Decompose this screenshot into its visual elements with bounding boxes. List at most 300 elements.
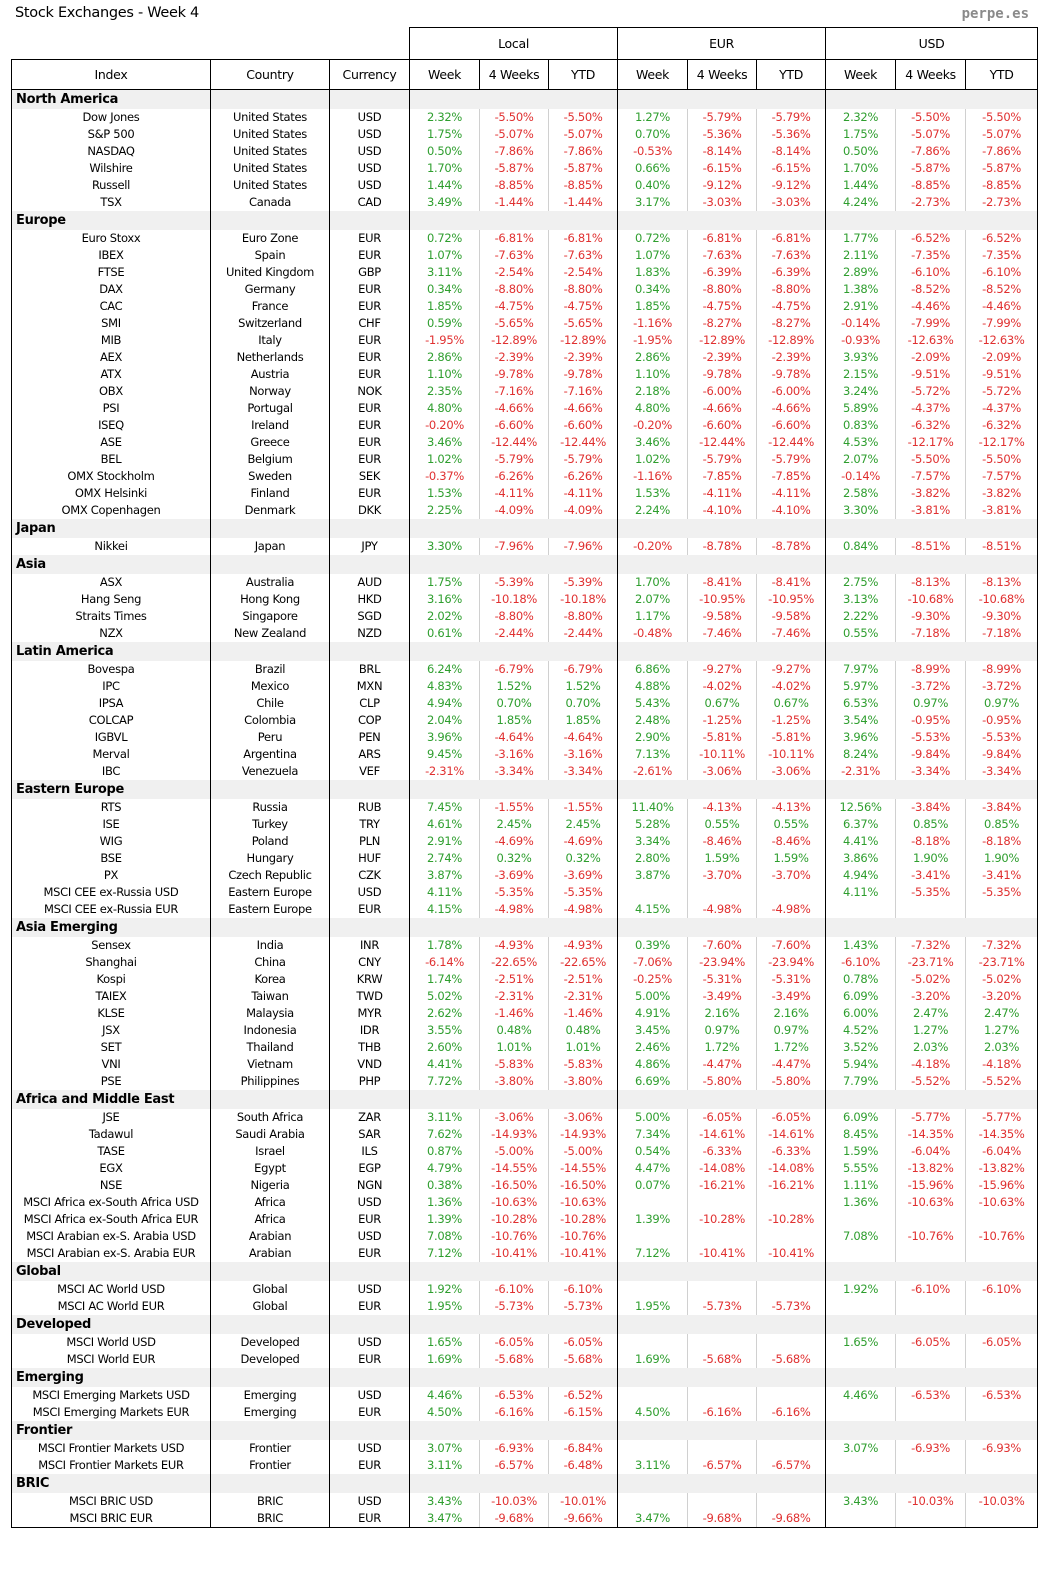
- cell-eur-4weeks: -1.25%: [688, 712, 757, 729]
- cell-eur-week: -1.16%: [618, 468, 688, 485]
- cell-local-ytd: -10.28%: [549, 1211, 618, 1228]
- table-row: [12, 867, 1038, 884]
- section-title: Emerging: [12, 1368, 211, 1387]
- cell-usd-week: 2.89%: [826, 264, 896, 281]
- cell-local-ytd: -2.39%: [549, 349, 618, 366]
- table-row: [12, 177, 1038, 194]
- cell-local-week: 4.11%: [410, 884, 480, 901]
- section-filler: [549, 780, 618, 799]
- cell-usd-week: [826, 901, 896, 918]
- section-title: Frontier: [12, 1421, 211, 1440]
- col-eur-4weeks: 4 Weeks: [688, 60, 757, 90]
- cell-usd-4weeks: -5.02%: [896, 971, 966, 988]
- table-row: [12, 1022, 1038, 1039]
- cell-eur-ytd: -6.57%: [757, 1457, 826, 1474]
- cell-usd-ytd: -12.17%: [966, 434, 1038, 451]
- cell-index: JSE: [12, 1109, 211, 1126]
- cell-usd-week: 7.08%: [826, 1228, 896, 1245]
- cell-local-week: 0.87%: [410, 1143, 480, 1160]
- cell-currency: MXN: [330, 678, 410, 695]
- col-usd-week: Week: [826, 60, 896, 90]
- cell-eur-ytd: -5.73%: [757, 1298, 826, 1315]
- section-filler: [826, 1090, 896, 1109]
- cell-usd-4weeks: -6.05%: [896, 1334, 966, 1351]
- cell-local-ytd: -6.48%: [549, 1457, 618, 1474]
- cell-usd-4weeks: -12.17%: [896, 434, 966, 451]
- table-row: [12, 799, 1038, 816]
- cell-eur-4weeks: -3.06%: [688, 763, 757, 780]
- cell-usd-4weeks: [896, 901, 966, 918]
- section-filler: [330, 211, 410, 230]
- cell-usd-ytd: -3.81%: [966, 502, 1038, 519]
- cell-usd-ytd: -13.82%: [966, 1160, 1038, 1177]
- cell-currency: USD: [330, 160, 410, 177]
- cell-usd-ytd: 2.03%: [966, 1039, 1038, 1056]
- cell-local-week: 9.45%: [410, 746, 480, 763]
- section-filler: [410, 1262, 480, 1281]
- cell-index: AEX: [12, 349, 211, 366]
- cell-eur-4weeks: -14.61%: [688, 1126, 757, 1143]
- section-header: [12, 1315, 1038, 1334]
- cell-usd-week: 4.41%: [826, 833, 896, 850]
- section-filler: [826, 1262, 896, 1281]
- section-filler: [549, 1262, 618, 1281]
- cell-usd-week: -0.14%: [826, 315, 896, 332]
- cell-currency: EUR: [330, 1457, 410, 1474]
- section-filler: [688, 1474, 757, 1493]
- table-row: [12, 1005, 1038, 1022]
- cell-local-week: 5.02%: [410, 988, 480, 1005]
- cell-currency: USD: [330, 1281, 410, 1298]
- cell-eur-4weeks: 1.72%: [688, 1039, 757, 1056]
- cell-eur-4weeks: [688, 1281, 757, 1298]
- section-filler: [211, 918, 330, 937]
- cell-local-week: 3.11%: [410, 1109, 480, 1126]
- column-header-row: [12, 60, 1038, 90]
- cell-country: Hong Kong: [211, 591, 330, 608]
- table-row: [12, 1109, 1038, 1126]
- cell-country: BRIC: [211, 1493, 330, 1510]
- cell-eur-week: 2.46%: [618, 1039, 688, 1056]
- cell-usd-week: 3.07%: [826, 1440, 896, 1457]
- cell-eur-ytd: [757, 1387, 826, 1404]
- cell-eur-week: [618, 1387, 688, 1404]
- cell-currency: PEN: [330, 729, 410, 746]
- cell-country: Mexico: [211, 678, 330, 695]
- cell-country: Africa: [211, 1194, 330, 1211]
- cell-local-week: 2.35%: [410, 383, 480, 400]
- cell-eur-week: 5.00%: [618, 988, 688, 1005]
- cell-local-4weeks: -6.10%: [480, 1281, 549, 1298]
- cell-local-ytd: -5.83%: [549, 1056, 618, 1073]
- cell-local-4weeks: -2.54%: [480, 264, 549, 281]
- cell-local-week: 1.53%: [410, 485, 480, 502]
- table-row: [12, 315, 1038, 332]
- cell-index: Straits Times: [12, 608, 211, 625]
- cell-local-week: 6.24%: [410, 661, 480, 678]
- cell-local-week: 1.74%: [410, 971, 480, 988]
- section-title: Global: [12, 1262, 211, 1281]
- cell-eur-4weeks: 0.97%: [688, 1022, 757, 1039]
- cell-index: Euro Stoxx: [12, 230, 211, 247]
- section-filler: [330, 90, 410, 110]
- cell-local-week: 0.34%: [410, 281, 480, 298]
- cell-usd-week: 1.59%: [826, 1143, 896, 1160]
- cell-country: Frontier: [211, 1440, 330, 1457]
- cell-local-week: 1.75%: [410, 574, 480, 591]
- cell-country: Peru: [211, 729, 330, 746]
- cell-usd-4weeks: [896, 1245, 966, 1262]
- cell-eur-4weeks: -5.80%: [688, 1073, 757, 1090]
- cell-currency: USD: [330, 1387, 410, 1404]
- cell-currency: EGP: [330, 1160, 410, 1177]
- cell-eur-ytd: -6.05%: [757, 1109, 826, 1126]
- section-filler: [410, 780, 480, 799]
- cell-usd-week: [826, 1404, 896, 1421]
- cell-index: NASDAQ: [12, 143, 211, 160]
- cell-eur-ytd: -8.80%: [757, 281, 826, 298]
- cell-usd-ytd: -7.32%: [966, 937, 1038, 954]
- section-filler: [330, 780, 410, 799]
- table-row: [12, 434, 1038, 451]
- section-filler: [826, 1421, 896, 1440]
- section-filler: [966, 519, 1038, 538]
- cell-usd-ytd: [966, 1298, 1038, 1315]
- cell-currency: EUR: [330, 281, 410, 298]
- col-usd-ytd: YTD: [966, 60, 1038, 90]
- cell-country: Australia: [211, 574, 330, 591]
- cell-local-ytd: -14.55%: [549, 1160, 618, 1177]
- cell-local-4weeks: -1.55%: [480, 799, 549, 816]
- cell-usd-ytd: -3.41%: [966, 867, 1038, 884]
- cell-index: MSCI Emerging Markets USD: [12, 1387, 211, 1404]
- cell-currency: NZD: [330, 625, 410, 642]
- section-filler: [896, 918, 966, 937]
- section-filler: [896, 1090, 966, 1109]
- cell-eur-week: 3.17%: [618, 194, 688, 211]
- cell-usd-week: -0.14%: [826, 468, 896, 485]
- cell-currency: USD: [330, 126, 410, 143]
- cell-local-week: 2.32%: [410, 109, 480, 126]
- cell-usd-ytd: -10.63%: [966, 1194, 1038, 1211]
- cell-eur-4weeks: -9.58%: [688, 608, 757, 625]
- section-filler: [549, 519, 618, 538]
- cell-usd-week: 2.32%: [826, 109, 896, 126]
- section-filler: [966, 1262, 1038, 1281]
- cell-usd-ytd: -6.10%: [966, 1281, 1038, 1298]
- cell-usd-4weeks: -10.76%: [896, 1228, 966, 1245]
- cell-local-ytd: -3.06%: [549, 1109, 618, 1126]
- section-header: [12, 211, 1038, 230]
- cell-usd-week: 5.89%: [826, 400, 896, 417]
- cell-currency: TRY: [330, 816, 410, 833]
- cell-eur-4weeks: -6.60%: [688, 417, 757, 434]
- cell-usd-ytd: -10.68%: [966, 591, 1038, 608]
- cell-usd-ytd: -4.18%: [966, 1056, 1038, 1073]
- cell-local-4weeks: -5.68%: [480, 1351, 549, 1368]
- cell-eur-4weeks: [688, 1493, 757, 1510]
- cell-eur-week: -0.53%: [618, 143, 688, 160]
- section-filler: [618, 1262, 688, 1281]
- cell-local-week: 1.92%: [410, 1281, 480, 1298]
- cell-country: BRIC: [211, 1510, 330, 1528]
- cell-local-ytd: -4.64%: [549, 729, 618, 746]
- table-row: [12, 1404, 1038, 1421]
- section-filler: [410, 211, 480, 230]
- cell-usd-4weeks: [896, 1211, 966, 1228]
- cell-eur-4weeks: -10.11%: [688, 746, 757, 763]
- cell-usd-ytd: 1.27%: [966, 1022, 1038, 1039]
- section-filler: [410, 1315, 480, 1334]
- section-filler: [618, 1474, 688, 1493]
- section-filler: [618, 519, 688, 538]
- section-filler: [330, 1315, 410, 1334]
- cell-eur-week: 0.66%: [618, 160, 688, 177]
- cell-usd-4weeks: [896, 1351, 966, 1368]
- cell-local-ytd: -10.18%: [549, 591, 618, 608]
- section-header: [12, 90, 1038, 110]
- cell-usd-week: 3.96%: [826, 729, 896, 746]
- cell-currency: CHF: [330, 315, 410, 332]
- cell-usd-4weeks: [896, 1298, 966, 1315]
- section-filler: [896, 211, 966, 230]
- cell-local-ytd: 2.45%: [549, 816, 618, 833]
- cell-eur-week: 5.00%: [618, 1109, 688, 1126]
- cell-local-4weeks: -3.16%: [480, 746, 549, 763]
- cell-eur-4weeks: -4.47%: [688, 1056, 757, 1073]
- section-filler: [410, 1474, 480, 1493]
- table-row: [12, 1298, 1038, 1315]
- table-row: [12, 1160, 1038, 1177]
- section-filler: [966, 90, 1038, 110]
- cell-eur-4weeks: -9.12%: [688, 177, 757, 194]
- cell-eur-ytd: -4.02%: [757, 678, 826, 695]
- cell-currency: ILS: [330, 1143, 410, 1160]
- cell-usd-week: 4.53%: [826, 434, 896, 451]
- cell-local-ytd: -1.44%: [549, 194, 618, 211]
- cell-eur-4weeks: -8.27%: [688, 315, 757, 332]
- cell-currency: IDR: [330, 1022, 410, 1039]
- cell-usd-4weeks: 0.97%: [896, 695, 966, 712]
- cell-eur-week: 2.48%: [618, 712, 688, 729]
- cell-local-4weeks: -6.26%: [480, 468, 549, 485]
- cell-eur-ytd: -4.98%: [757, 901, 826, 918]
- section-filler: [618, 1090, 688, 1109]
- cell-currency: DKK: [330, 502, 410, 519]
- section-header: [12, 519, 1038, 538]
- cell-country: Eastern Europe: [211, 884, 330, 901]
- cell-usd-week: 4.46%: [826, 1387, 896, 1404]
- cell-local-week: 1.44%: [410, 177, 480, 194]
- cell-usd-4weeks: -13.82%: [896, 1160, 966, 1177]
- table-row: [12, 746, 1038, 763]
- cell-country: Thailand: [211, 1039, 330, 1056]
- cell-index: Dow Jones: [12, 109, 211, 126]
- cell-index: IPC: [12, 678, 211, 695]
- table-row: [12, 1211, 1038, 1228]
- table-row: [12, 1056, 1038, 1073]
- cell-currency: KRW: [330, 971, 410, 988]
- cell-usd-ytd: -8.85%: [966, 177, 1038, 194]
- cell-usd-ytd: -6.10%: [966, 264, 1038, 281]
- cell-country: United States: [211, 177, 330, 194]
- cell-eur-week: 3.34%: [618, 833, 688, 850]
- cell-usd-4weeks: -4.18%: [896, 1056, 966, 1073]
- cell-eur-week: 0.72%: [618, 230, 688, 247]
- cell-eur-ytd: -7.85%: [757, 468, 826, 485]
- cell-index: COLCAP: [12, 712, 211, 729]
- section-filler: [211, 1368, 330, 1387]
- cell-local-4weeks: -5.73%: [480, 1298, 549, 1315]
- cell-local-4weeks: -5.35%: [480, 884, 549, 901]
- table-row: [12, 485, 1038, 502]
- cell-currency: EUR: [330, 1404, 410, 1421]
- cell-eur-ytd: -9.68%: [757, 1510, 826, 1528]
- cell-eur-week: 4.91%: [618, 1005, 688, 1022]
- cell-index: MSCI Emerging Markets EUR: [12, 1404, 211, 1421]
- cell-eur-week: -1.95%: [618, 332, 688, 349]
- cell-local-ytd: -5.50%: [549, 109, 618, 126]
- cell-eur-ytd: -12.44%: [757, 434, 826, 451]
- cell-eur-4weeks: -4.66%: [688, 400, 757, 417]
- cell-usd-4weeks: -5.50%: [896, 451, 966, 468]
- table-row: [12, 1245, 1038, 1262]
- cell-usd-ytd: -0.95%: [966, 712, 1038, 729]
- cell-currency: EUR: [330, 485, 410, 502]
- cell-eur-ytd: -9.58%: [757, 608, 826, 625]
- section-header: [12, 1368, 1038, 1387]
- cell-eur-4weeks: -7.85%: [688, 468, 757, 485]
- cell-eur-4weeks: -14.08%: [688, 1160, 757, 1177]
- table-row: [12, 298, 1038, 315]
- cell-local-week: 1.36%: [410, 1194, 480, 1211]
- cell-eur-ytd: -1.25%: [757, 712, 826, 729]
- cell-local-ytd: -4.09%: [549, 502, 618, 519]
- cell-eur-4weeks: 0.55%: [688, 816, 757, 833]
- cell-eur-week: 1.39%: [618, 1211, 688, 1228]
- section-filler: [826, 642, 896, 661]
- cell-eur-ytd: -4.13%: [757, 799, 826, 816]
- cell-index: SET: [12, 1039, 211, 1056]
- cell-usd-week: 2.07%: [826, 451, 896, 468]
- cell-usd-week: 1.38%: [826, 281, 896, 298]
- cell-local-week: 3.43%: [410, 1493, 480, 1510]
- section-filler: [757, 211, 826, 230]
- cell-usd-week: -0.93%: [826, 332, 896, 349]
- section-filler: [211, 90, 330, 110]
- cell-local-week: 4.15%: [410, 901, 480, 918]
- cell-country: Emerging: [211, 1404, 330, 1421]
- cell-local-ytd: -5.87%: [549, 160, 618, 177]
- cell-usd-ytd: -5.53%: [966, 729, 1038, 746]
- cell-local-4weeks: -4.09%: [480, 502, 549, 519]
- cell-local-ytd: -4.11%: [549, 485, 618, 502]
- cell-usd-ytd: 1.90%: [966, 850, 1038, 867]
- cell-local-4weeks: -14.55%: [480, 1160, 549, 1177]
- cell-eur-4weeks: -6.81%: [688, 230, 757, 247]
- cell-usd-week: 6.09%: [826, 988, 896, 1005]
- section-filler: [330, 519, 410, 538]
- cell-currency: EUR: [330, 451, 410, 468]
- section-filler: [330, 555, 410, 574]
- section-filler: [330, 1090, 410, 1109]
- cell-local-week: -0.20%: [410, 417, 480, 434]
- cell-eur-week: 3.87%: [618, 867, 688, 884]
- section-filler: [688, 1421, 757, 1440]
- section-filler: [480, 1315, 549, 1334]
- table-row: [12, 143, 1038, 160]
- cell-country: New Zealand: [211, 625, 330, 642]
- cell-local-ytd: -22.65%: [549, 954, 618, 971]
- cell-usd-ytd: -6.05%: [966, 1334, 1038, 1351]
- cell-eur-ytd: -6.33%: [757, 1143, 826, 1160]
- cell-eur-week: [618, 1334, 688, 1351]
- cell-usd-week: 0.78%: [826, 971, 896, 988]
- cell-usd-ytd: -3.20%: [966, 988, 1038, 1005]
- section-filler: [410, 918, 480, 937]
- cell-local-ytd: -8.85%: [549, 177, 618, 194]
- cell-local-week: 4.50%: [410, 1404, 480, 1421]
- cell-usd-week: 2.11%: [826, 247, 896, 264]
- cell-usd-4weeks: -10.63%: [896, 1194, 966, 1211]
- cell-eur-week: 2.07%: [618, 591, 688, 608]
- section-filler: [410, 1421, 480, 1440]
- section-filler: [966, 211, 1038, 230]
- cell-usd-week: 8.24%: [826, 746, 896, 763]
- cell-local-4weeks: -5.79%: [480, 451, 549, 468]
- cell-index: MSCI World EUR: [12, 1351, 211, 1368]
- cell-usd-ytd: -9.84%: [966, 746, 1038, 763]
- cell-eur-ytd: -7.60%: [757, 937, 826, 954]
- cell-usd-ytd: [966, 1211, 1038, 1228]
- cell-index: MSCI BRIC USD: [12, 1493, 211, 1510]
- section-filler: [896, 1474, 966, 1493]
- section-filler: [618, 780, 688, 799]
- section-filler: [826, 1368, 896, 1387]
- cell-eur-4weeks: -4.02%: [688, 678, 757, 695]
- section-filler: [211, 555, 330, 574]
- cell-country: Turkey: [211, 816, 330, 833]
- cell-currency: JPY: [330, 538, 410, 555]
- cell-local-4weeks: -3.06%: [480, 1109, 549, 1126]
- cell-index: CAC: [12, 298, 211, 315]
- cell-eur-week: 4.88%: [618, 678, 688, 695]
- cell-currency: EUR: [330, 298, 410, 315]
- cell-local-ytd: -9.66%: [549, 1510, 618, 1528]
- cell-local-ytd: -12.89%: [549, 332, 618, 349]
- cell-eur-4weeks: -8.14%: [688, 143, 757, 160]
- cell-index: MSCI BRIC EUR: [12, 1510, 211, 1528]
- cell-local-ytd: -5.07%: [549, 126, 618, 143]
- cell-usd-week: 8.45%: [826, 1126, 896, 1143]
- cell-index: OBX: [12, 383, 211, 400]
- cell-usd-4weeks: -3.84%: [896, 799, 966, 816]
- table-row: [12, 884, 1038, 901]
- cell-local-week: 1.78%: [410, 937, 480, 954]
- section-filler: [211, 780, 330, 799]
- table-row: [12, 383, 1038, 400]
- cell-eur-week: 4.86%: [618, 1056, 688, 1073]
- cell-local-4weeks: -14.93%: [480, 1126, 549, 1143]
- cell-usd-ytd: -7.99%: [966, 315, 1038, 332]
- section-filler: [549, 642, 618, 661]
- cell-eur-week: 1.02%: [618, 451, 688, 468]
- cell-usd-4weeks: -6.52%: [896, 230, 966, 247]
- cell-eur-week: 3.11%: [618, 1457, 688, 1474]
- cell-index: WIG: [12, 833, 211, 850]
- section-filler: [688, 211, 757, 230]
- cell-index: Merval: [12, 746, 211, 763]
